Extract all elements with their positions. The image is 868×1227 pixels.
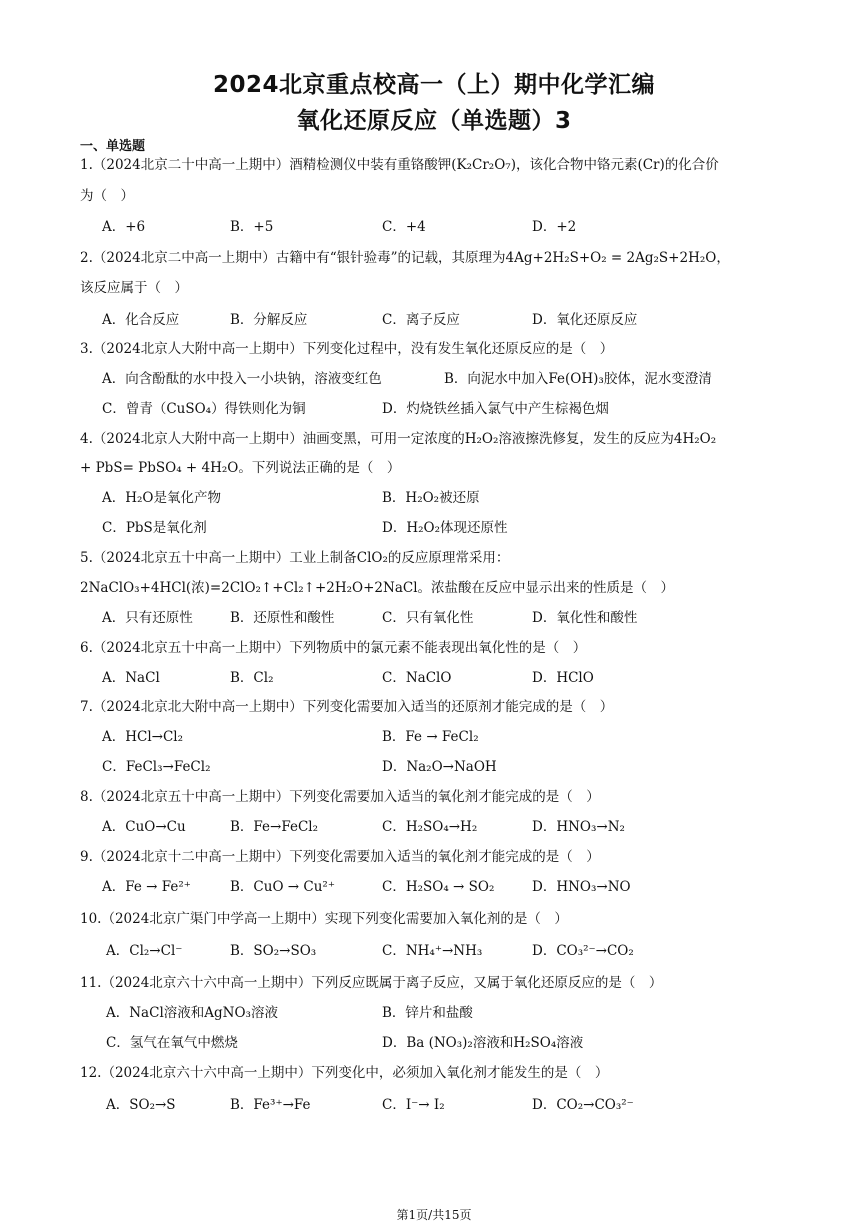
question-5-stem-cont: 2NaClO₃+4HCl(浓)=2ClO₂↑+Cl₂↑+2H₂O+2NaCl。浓盐酸在反应中显示出来的性质是（ ） (80, 580, 675, 596)
q5-option-d: D．氧化性和酸性 (532, 610, 638, 626)
q11-option-b: B．锌片和盐酸 (382, 1005, 473, 1021)
q7-option-c: C．FeCl₃→FeCl₂ (102, 759, 211, 775)
q10-option-b: B．SO₂→SO₃ (230, 943, 317, 959)
q7-option-a: A．HCl→Cl₂ (102, 729, 184, 745)
q5-option-a: A．只有还原性 (102, 610, 193, 626)
question-3-stem: 3.（2024北京人大附中高一上期中）下列变化过程中，没有发生氧化还原反应的是（ ） (80, 341, 614, 357)
q2-option-d: D．氧化还原反应 (532, 312, 638, 328)
q3-option-a: A．向含酚酞的水中投入一小块钠，溶液变红色 (102, 371, 382, 387)
q12-option-b: B．Fe³⁺→Fe (230, 1097, 311, 1113)
q12-option-c: C．I⁻→ I₂ (382, 1097, 445, 1113)
question-9-stem: 9.（2024北京十二中高一上期中）下列变化需要加入适当的氧化剂才能完成的是（ ） (80, 849, 600, 865)
q1-stem-part: )，该化合物中铬元素(Cr)的化合价 (510, 157, 719, 173)
q8-option-d: D．HNO₃→N₂ (532, 819, 625, 835)
q1-option-c: C．+4 (382, 219, 426, 235)
q4-option-a: A．H₂O是氧化产物 (102, 490, 222, 506)
q4-option-b: B．H₂O₂被还原 (382, 490, 480, 506)
q5-option-c: C．只有氧化性 (382, 610, 474, 626)
q11-option-d: D．Ba (NO₃)₂溶液和H₂SO₄溶液 (382, 1035, 584, 1051)
question-11-stem: 11.（2024北京六十六中高一上期中）下列反应既属于离子反应，又属于氧化还原反应的是（ ） (80, 975, 663, 991)
q7-option-b: B．Fe → FeCl₂ (382, 729, 479, 745)
q11-option-a: A．NaCl溶液和AgNO₃溶液 (106, 1005, 278, 1021)
q6-option-c: C．NaClO (382, 670, 452, 686)
q12-option-a: A．SO₂→S (106, 1097, 176, 1113)
q1-stem-part: 1.（2024北京二十中高一上期中）酒精检测仪中装有重铬酸钾( (80, 157, 457, 173)
q11-option-c: C．氢气在氧气中燃烧 (106, 1035, 238, 1051)
question-1-stem-cont: 为（ ） (80, 188, 134, 204)
q1-option-a: A．+6 (102, 219, 146, 235)
section-heading: 一、单选题 (80, 139, 146, 154)
q6-option-a: A．NaCl (102, 670, 160, 686)
q10-option-c: C．NH₄⁺→NH₃ (382, 943, 483, 959)
q2-option-c: C．离子反应 (382, 312, 460, 328)
question-12-stem: 12.（2024北京六十六中高一上期中）下列变化中，必须加入氧化剂才能发生的是（ ） (80, 1065, 609, 1081)
q2-option-b: B．分解反应 (230, 312, 308, 328)
q4-option-d: D．H₂O₂体现还原性 (382, 520, 508, 536)
question-2-stem: 2.（2024北京二中高一上期中）古籍中有“银针验毒”的记载，其原理为4Ag+2H₂S+O₂ = 2Ag₂S+2H₂O， (80, 250, 730, 266)
q8-option-c: C．H₂SO₄→H₂ (382, 819, 478, 835)
q6-option-d: D．HClO (532, 670, 594, 686)
question-7-stem: 7.（2024北京北大附中高一上期中）下列变化需要加入适当的还原剂才能完成的是（ ） (80, 699, 614, 715)
document-subtitle: 氧化还原反应（单选题）3 (296, 108, 572, 134)
q3-option-b: B．向泥水中加入Fe(OH)₃胶体，泥水变澄清 (444, 371, 712, 387)
q10-option-d: D．CO₃²⁻→CO₂ (532, 943, 634, 959)
q1-option-d: D．+2 (532, 219, 577, 235)
q3-option-d: D．灼烧铁丝插入氯气中产生棕褐色烟 (382, 401, 609, 417)
q6-option-b: B．Cl₂ (230, 670, 274, 686)
q1-option-b: B．+5 (230, 219, 274, 235)
q4-option-c: C．PbS是氧化剂 (102, 520, 207, 536)
q8-option-a: A．CuO→Cu (102, 819, 186, 835)
q12-option-d: D．CO₂→CO₃²⁻ (532, 1097, 634, 1113)
q9-option-a: A．Fe → Fe²⁺ (102, 879, 191, 895)
document-title: 2024北京重点校高一（上）期中化学汇编 (212, 72, 655, 98)
question-6-stem: 6.（2024北京五十中高一上期中）下列物质中的氯元素不能表现出氧化性的是（ ） (80, 640, 587, 656)
question-1-stem (80, 156, 719, 174)
question-2-stem-cont: 该反应属于（ ） (80, 280, 188, 296)
q7-option-d: D．Na₂O→NaOH (382, 759, 497, 775)
question-4-stem-cont: + PbS= PbSO₄ + 4H₂O。下列说法正确的是（ ） (80, 460, 401, 476)
q2-option-a: A．化合反应 (102, 312, 180, 328)
question-8-stem: 8.（2024北京五十中高一上期中）下列变化需要加入适当的氧化剂才能完成的是（ ） (80, 789, 600, 805)
q3-option-c: C．曾青（CuSO₄）得铁则化为铜 (102, 401, 306, 417)
q9-option-c: C．H₂SO₄ → SO₂ (382, 879, 495, 895)
question-5-stem: 5.（2024北京五十中高一上期中）工业上制备ClO₂的反应原理常采用： (80, 550, 510, 566)
question-10-stem: 10.（2024北京广渠门中学高一上期中）实现下列变化需要加入氧化剂的是（ ） (80, 911, 568, 927)
question-4-stem: 4.（2024北京人大附中高一上期中）油画变黑，可用一定浓度的H₂O₂溶液擦洗修复，发生的反应为4H₂O₂ (80, 431, 717, 447)
q10-option-a: A．Cl₂→Cl⁻ (106, 943, 183, 959)
q9-option-b: B．CuO → Cu²⁺ (230, 879, 335, 895)
q1-formula: K₂Cr₂O₇ (456, 157, 511, 173)
page-footer: 第1页/共15页 (396, 1208, 472, 1222)
q5-option-b: B．还原性和酸性 (230, 610, 335, 626)
q9-option-d: D．HNO₃→NO (532, 879, 631, 895)
q8-option-b: B．Fe→FeCl₂ (230, 819, 319, 835)
